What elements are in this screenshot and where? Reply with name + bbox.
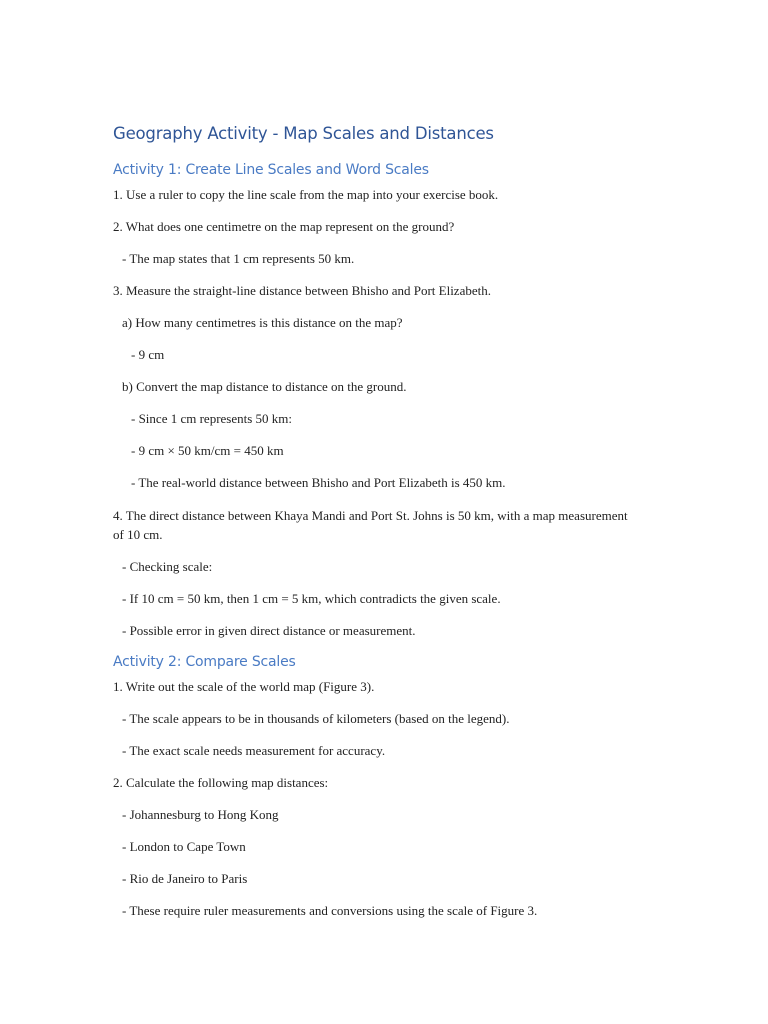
paragraph: - Rio de Janeiro to Paris: [122, 871, 248, 886]
paragraph: - These require ruler measurements and conversions using the scale of Figure 3.: [122, 903, 538, 918]
paragraph: - London to Cape Town: [122, 839, 246, 854]
document-title: Geography Activity - Map Scales and Distances: [113, 124, 494, 143]
activity-1-heading: Activity 1: Create Line Scales and Word Scales: [113, 162, 429, 178]
paragraph: b) Convert the map distance to distance on the ground.: [122, 379, 407, 394]
activity-2-heading: Activity 2: Compare Scales: [113, 654, 296, 670]
paragraph: 2. What does one centimetre on the map represent on the ground?: [113, 219, 455, 234]
paragraph: 3. Measure the straight-line distance between Bhisho and Port Elizabeth.: [113, 283, 491, 298]
paragraph: - Possible error in given direct distance or measurement.: [122, 623, 416, 638]
paragraph: - The real-world distance between Bhisho and Port Elizabeth is 450 km.: [131, 475, 506, 490]
paragraph: a) How many centimetres is this distance on the map?: [122, 315, 403, 330]
paragraph: 1. Use a ruler to copy the line scale from the map into your exercise book.: [113, 187, 499, 202]
paragraph: - Since 1 cm represents 50 km:: [131, 411, 293, 426]
paragraph: - If 10 cm = 50 km, then 1 cm = 5 km, which contradicts the given scale.: [122, 591, 501, 606]
paragraph: 1. Write out the scale of the world map (Figure 3).: [113, 679, 375, 694]
paragraph: - The scale appears to be in thousands of kilometers (based on the legend).: [122, 711, 510, 726]
paragraph: - The exact scale needs measurement for accuracy.: [122, 743, 386, 758]
paragraph: - 9 cm: [131, 347, 165, 362]
paragraph: - Johannesburg to Hong Kong: [122, 807, 279, 822]
paragraph: - 9 cm × 50 km/cm = 450 km: [131, 443, 284, 458]
paragraph: 4. The direct distance between Khaya Mandi and Port St. Johns is 50 km, with a map measurement of 10 cm.: [113, 508, 628, 542]
paragraph: - Checking scale:: [122, 559, 213, 574]
paragraph: - The map states that 1 cm represents 50 km.: [122, 251, 355, 266]
paragraph: 2. Calculate the following map distances:: [113, 775, 329, 790]
